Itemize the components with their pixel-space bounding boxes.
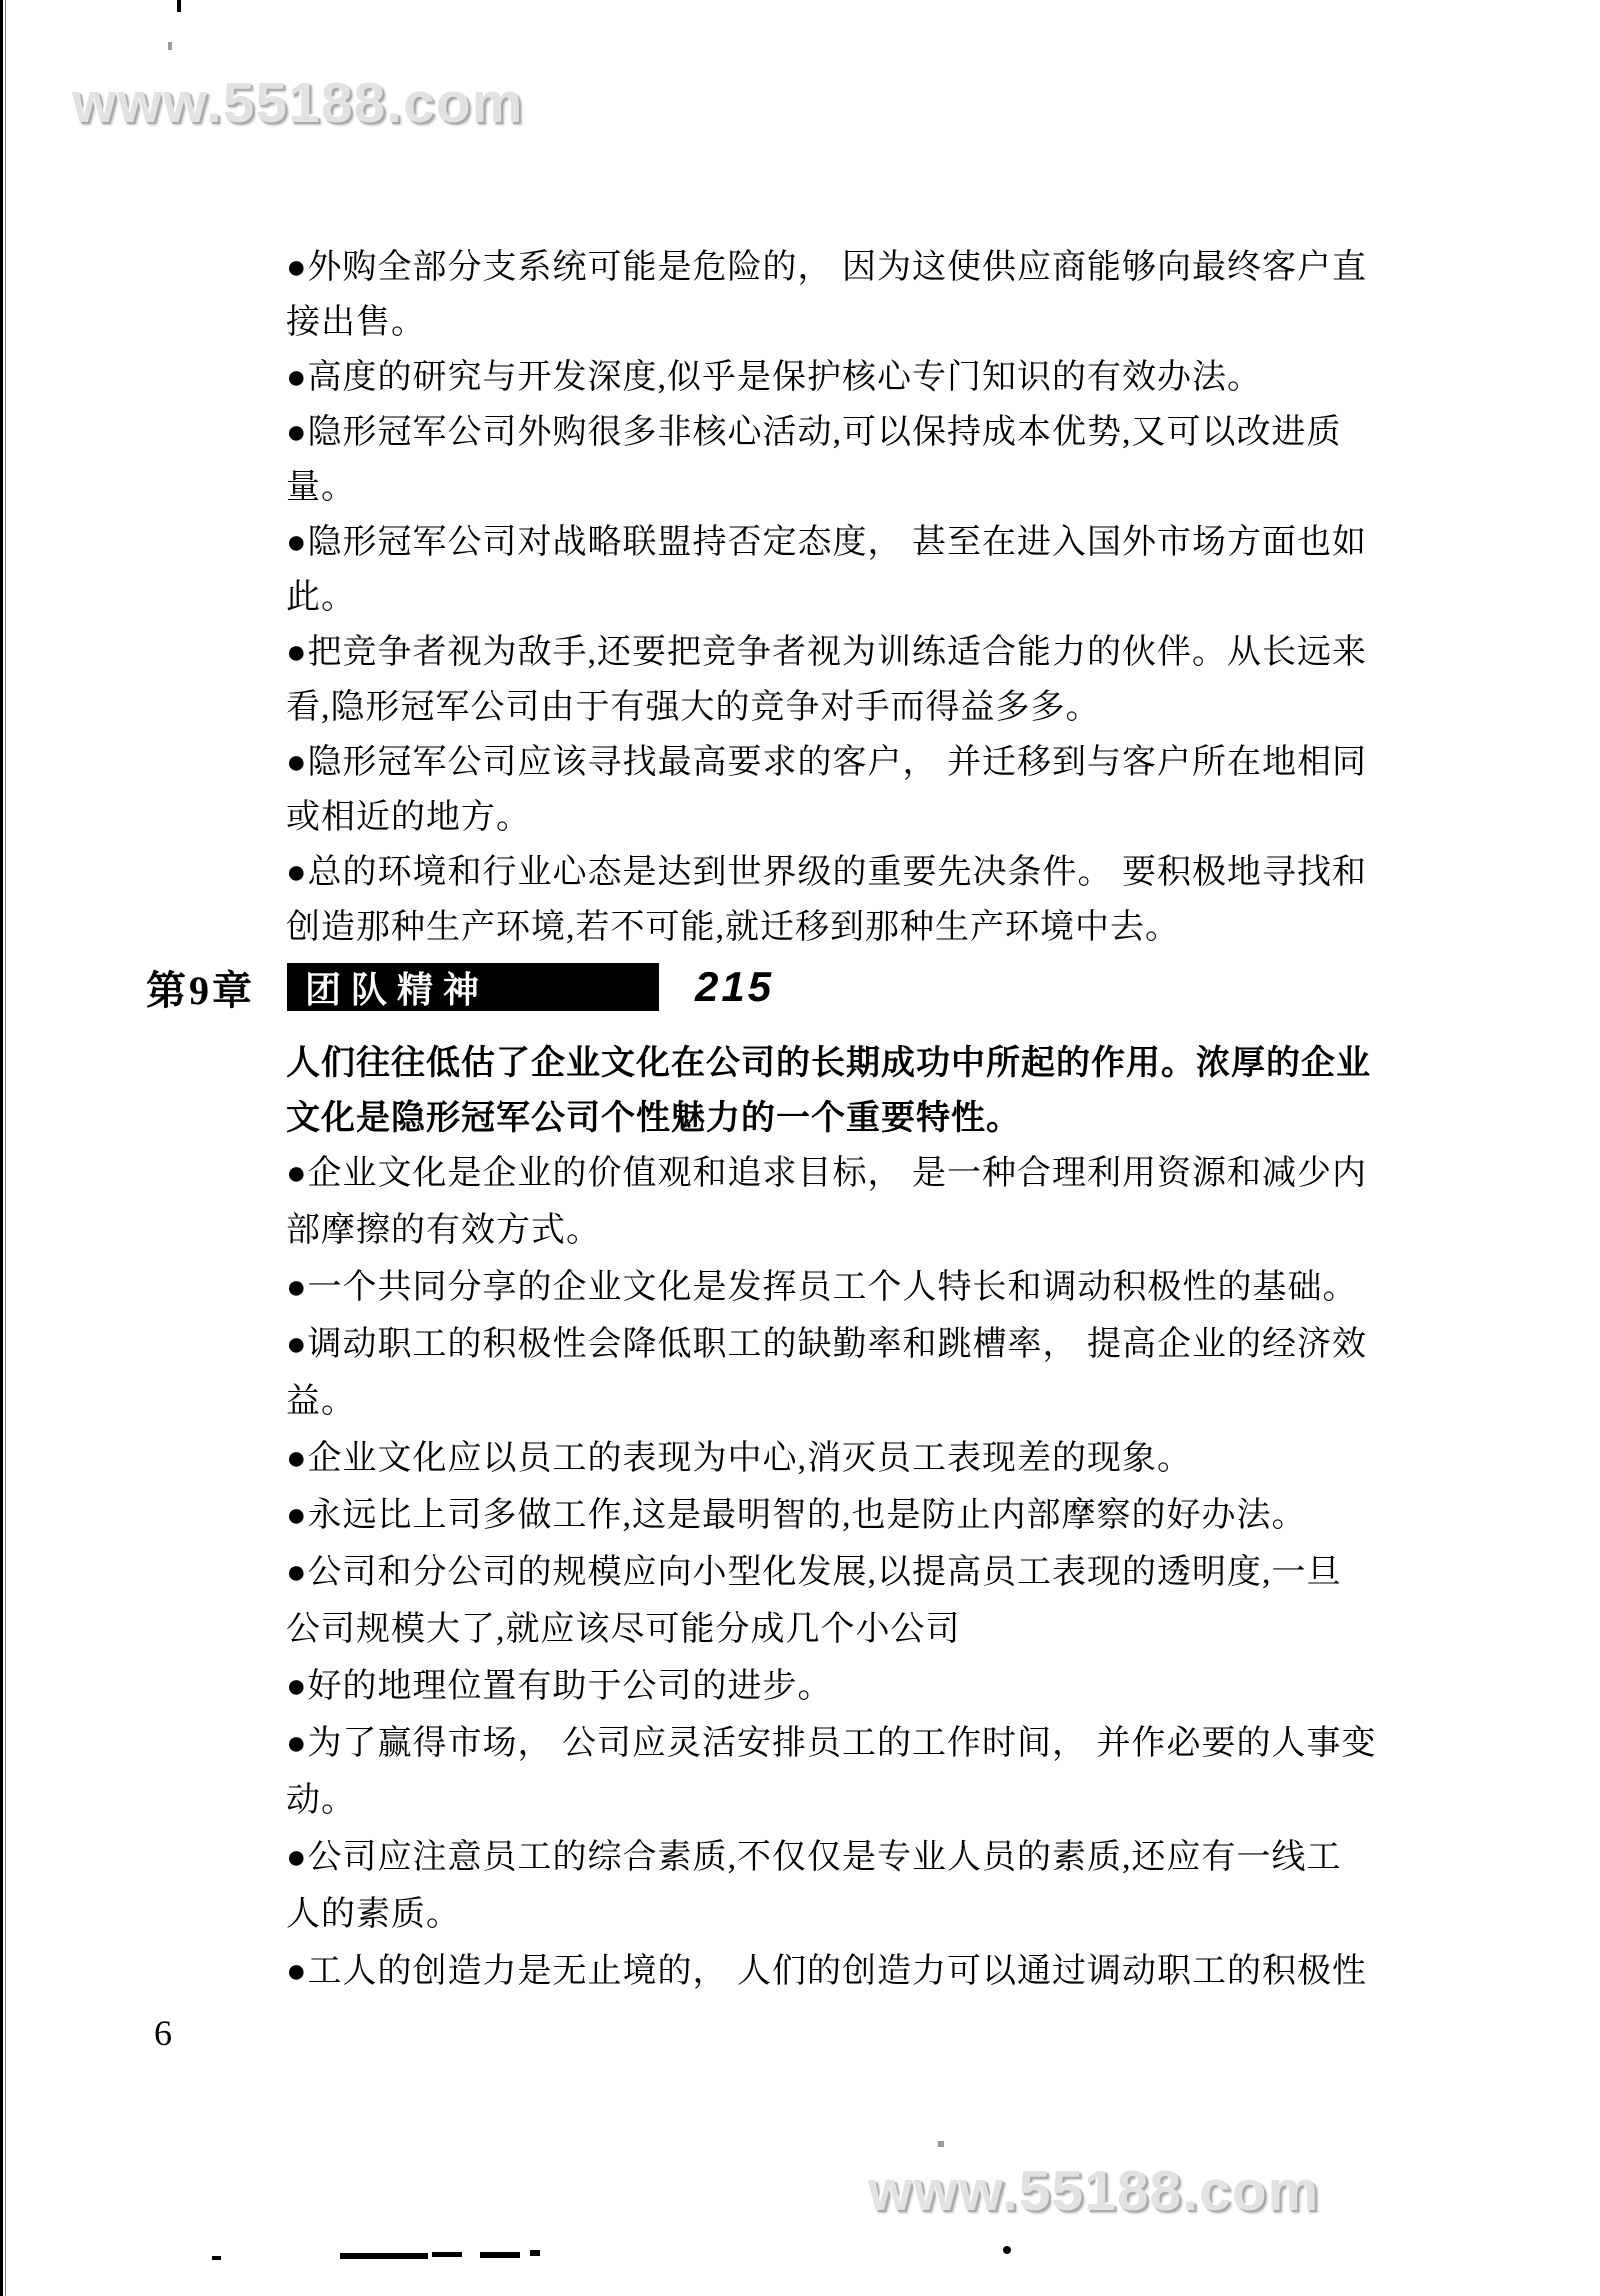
text-line: ●隐形冠军公司外购很多非核心活动,可以保持成本优势,又可以改进质 [286,414,1342,451]
text-line: 公司规模大了,就应该尽可能分成几个小公司 [286,1611,961,1648]
bullet-list-bottom [286,1145,1386,2000]
scan-artifact [212,2256,221,2260]
scan-artifact [340,2253,428,2259]
scan-artifact [432,2252,462,2257]
text-line: ●隐形冠军公司对战略联盟持否定态度， 甚至在进入国外市场方面也如 [286,524,1368,561]
text-line: ●一个共同分享的企业文化是发挥员工个人特长和调动积极性的基础。 [286,1269,1358,1306]
bullet-list-top [286,240,1386,955]
text-line: 人的素质。 [286,1896,461,1933]
text-line: ●公司和分公司的规模应向小型化发展,以提高员工表现的透明度,一旦 [286,1554,1342,1591]
text-line: ●高度的研究与开发深度,似乎是保护核心专门知识的有效办法。 [286,359,1263,396]
text-line: 此。 [286,579,356,616]
text-line: ●外购全部分支系统可能是危险的， 因为这使供应商能够向最终客户直 [286,249,1368,286]
chapter-title-box [287,963,659,1011]
intro-paragraph [286,1036,1386,1146]
scan-artifact [530,2250,540,2256]
chapter-number-label: 第9章 [146,967,255,1013]
text-line: 创造那种生产环境,若不可能,就迁移到那种生产环境中去。 [286,909,1180,946]
text-line: 益。 [286,1383,356,1420]
text-line: ●企业文化应以员工的表现为中心,消灭员工表现差的现象。 [286,1440,1193,1477]
text-line: ●隐形冠军公司应该寻找最高要求的客户， 并迁移到与客户所在地相同 [286,744,1368,781]
intro-line: 文化是隐形冠军公司个性魅力的一个重要特性。 [286,1100,1021,1137]
scan-artifact [938,2141,944,2147]
text-line: ●工人的创造力是无止境的， 人们的创造力可以通过调动职工的积极性 [286,1953,1368,1990]
text-line: ●为了赢得市场， 公司应灵活安排员工的工作时间， 并作必要的人事变 [286,1725,1377,1762]
scan-artifact [1003,2246,1011,2254]
text-line: ●总的环境和行业心态是达到世界级的重要先决条件。 要积极地寻找和 [286,854,1368,891]
scan-artifact [177,0,181,12]
page-number: 6 [154,2013,172,2053]
scan-artifact [480,2252,520,2258]
text-line: 动。 [286,1782,356,1819]
text-line: 量。 [286,469,356,506]
text-line: ●好的地理位置有助于公司的进步。 [286,1668,833,1705]
text-line: 部摩擦的有效方式。 [286,1212,601,1249]
intro-line: 人们往往低估了企业文化在公司的长期成功中所起的作用。浓厚的企业 [286,1045,1371,1082]
chapter-heading [146,960,774,1014]
watermark-top: www.55188.com [72,71,524,135]
page-left-edge-line-2 [5,0,6,2296]
text-line: 接出售。 [286,304,426,341]
text-line: ●把竞争者视为敌手,还要把竞争者视为训练适合能力的伙伴。从长远来 [286,634,1368,671]
scan-artifact [168,42,172,50]
chapter-page-number: 215 [695,963,775,1010]
text-line: ●企业文化是企业的价值观和追求目标， 是一种合理利用资源和减少内 [286,1155,1368,1192]
watermark-bottom: www.55188.com [868,2159,1320,2223]
text-line: 看,隐形冠军公司由于有强大的竞争对手而得益多多。 [286,689,1101,726]
text-line: ●调动职工的积极性会降低职工的缺勤率和跳槽率， 提高企业的经济效 [286,1326,1368,1363]
chapter-title: 团队精神 [305,969,490,1010]
text-line: 或相近的地方。 [286,799,531,836]
text-line: ●永远比上司多做工作,这是最明智的,也是防止内部摩察的好办法。 [286,1497,1307,1534]
page-left-edge-line [0,0,3,2296]
text-line: ●公司应注意员工的综合素质,不仅仅是专业人员的素质,还应有一线工 [286,1839,1342,1876]
